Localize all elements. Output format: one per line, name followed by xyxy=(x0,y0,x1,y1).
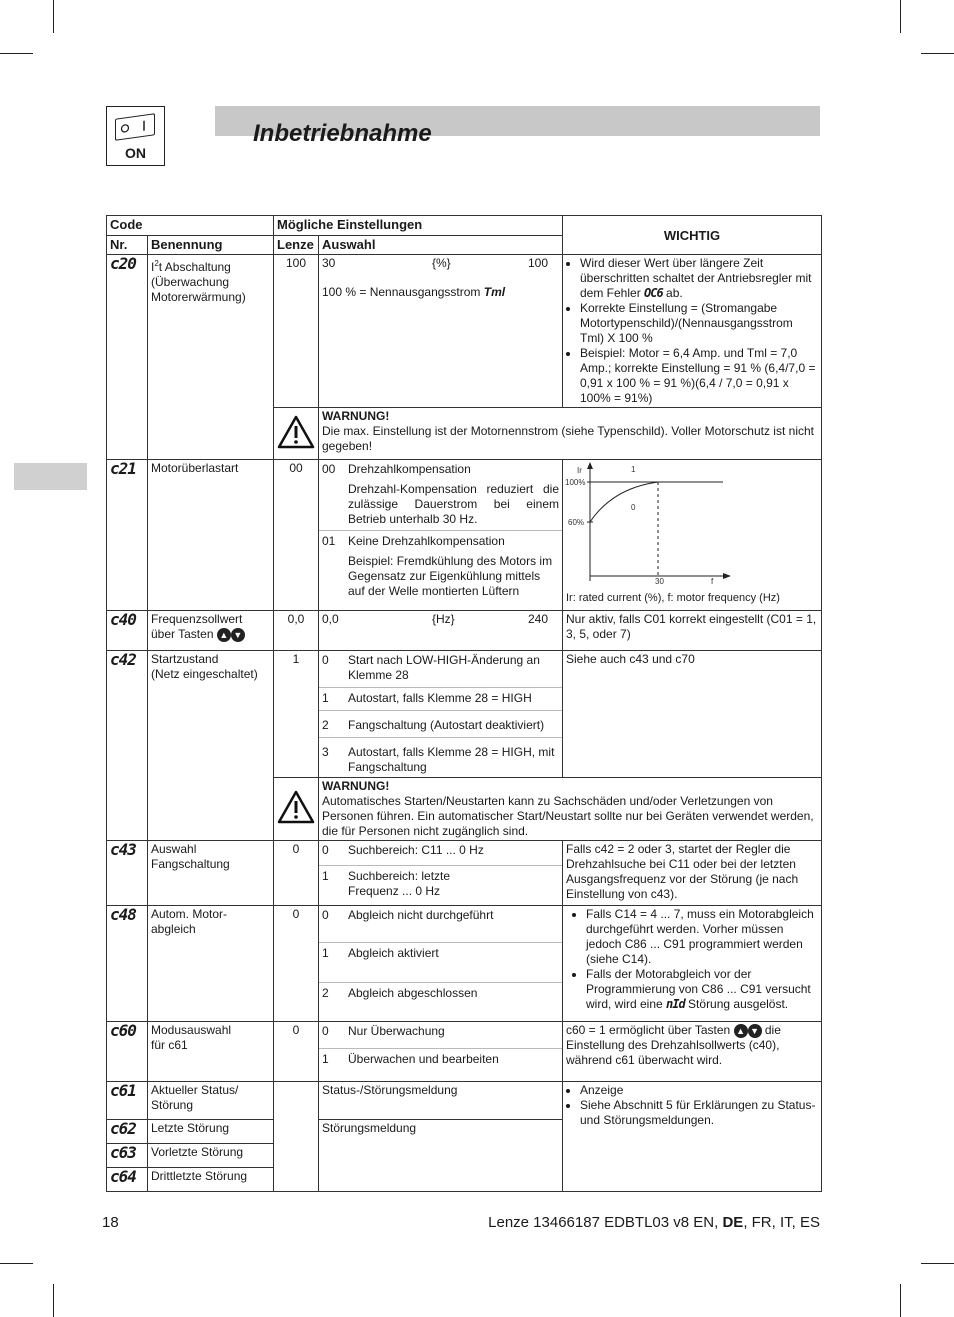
code-c20: c20 xyxy=(107,255,148,460)
crop-mark xyxy=(0,1263,33,1264)
graph-curve1: 1 xyxy=(631,465,636,474)
table-row xyxy=(107,906,822,1022)
wichtig-c20: • Wird dieser Wert über längere Zeit überschritten schaltet der Antriebsregler mit dem Fehler OC6 ab. • Korrekte Einstellung = (Stromangabe Motortypenschild)/(Nennausgangsstrom Tml) X 100 % • Beispiel: Motor = 6,4 Amp. und Tml = 7,0 Amp.; korrekte Einstellung = 91 % (6,4/7,0 = 0,91 x 100 % = 91 %)(6,4 / 7,0 = 0,91 x 100% = 91%) xyxy=(563,255,822,408)
crop-mark xyxy=(53,0,54,33)
table-row xyxy=(107,460,822,611)
name-c40: Frequenzsollwert über Tasten ▲ ▼ xyxy=(148,611,274,651)
name-c43: Auswahl Fangschaltung xyxy=(148,841,274,906)
name-c64: Drittletzte Störung xyxy=(148,1168,274,1192)
lenze-c21: 00 xyxy=(274,460,319,611)
parameter-table xyxy=(106,215,822,1192)
crop-mark xyxy=(900,1284,901,1317)
table-row xyxy=(107,651,822,778)
auswahl-c20: 30 {%} 100 100 % = Nennausgangsstrom Tml xyxy=(319,255,563,408)
crop-mark xyxy=(53,1284,54,1317)
auswahl-c21: 00 Drehzahlkompensation Drehzahl-Kompensation reduziert die zulässige Dauerstrom bei einem Betrieb unterhalb 30 Hz. 01 Keine Drehzahlkompensation Beispiel: Fremdkühlung des Motors im Gegensatz zur Eigenkühlung mittels auf der Welle montierten Lüftern xyxy=(319,460,563,611)
code-c21: c21 xyxy=(107,460,148,611)
derating-graph xyxy=(563,460,821,606)
code-c63: c63 xyxy=(107,1144,148,1168)
wichtig-c48: • Falls C14 = 4 ... 7, muss ein Motorabgleich durchgeführt werden. Vorher müssen jedoch C86 ... C91 programmiert werden (siehe C14). • Falls der Motorabgleich vor der Programmierung von C86 ... C91 versucht wird, wird eine nId Störung ausgelöst. xyxy=(563,906,822,1022)
crop-mark xyxy=(921,53,954,54)
table-row xyxy=(107,255,822,408)
wichtig-c21 xyxy=(563,460,822,611)
name-c20: $I^2t$ Abschaltung (Überwachung Motorerwärmung) xyxy=(148,255,274,460)
code-c42: c42 xyxy=(107,651,148,841)
side-tab-marker xyxy=(14,463,87,490)
code-c40: c40 xyxy=(107,611,148,651)
wichtig-c61-c64: • Anzeige • Siehe Abschnitt 5 für Erklärungen zu Status- und Störungsmeldungen. xyxy=(563,1082,822,1192)
auswahl-c43: 0 Suchbereich: C11 ... 0 Hz 1 Suchbereich: letzte Frequenz ... 0 Hz xyxy=(319,841,563,906)
auswahl-c62-c64: Störungsmeldung xyxy=(319,1120,563,1192)
doc-reference: Lenze 13466187 EDBTL03 v8 EN, DE, FR, IT, ES xyxy=(488,1214,820,1231)
crop-mark xyxy=(900,0,901,33)
table-row xyxy=(107,1082,822,1120)
down-key-icon: ▼ xyxy=(231,628,245,642)
name-c60: Modusauswahl für c61 xyxy=(148,1022,274,1082)
header-code: Code xyxy=(107,216,274,236)
code-c61: c61 xyxy=(107,1082,148,1120)
lenze-c43: 0 xyxy=(274,841,319,906)
wichtig-c43: Falls c42 = 2 oder 3, startet der Regler die Drehzahlsuche bei C11 oder bei der letzten Ausgangsfrequenz vor der Störung (je nach Einstellung von c43). xyxy=(563,841,822,906)
lenze-c40: 0,0 xyxy=(274,611,319,651)
table-row xyxy=(107,841,822,906)
graph-x30: 30 xyxy=(655,577,664,586)
header-benennung: Benennung xyxy=(148,236,274,255)
warning-icon xyxy=(274,778,319,841)
graph-curve0: 0 xyxy=(631,503,636,512)
name-c48: Autom. Motor- abgleich xyxy=(148,906,274,1022)
header-lenze: Lenze xyxy=(274,236,319,255)
page-title: Inbetriebnahme xyxy=(253,120,432,147)
wichtig-c42: Siehe auch c43 und c70 xyxy=(563,651,822,778)
wichtig-c40: Nur aktiv, falls C01 korrekt eingestellt (C01 = 1, 3, 5, oder 7) xyxy=(563,611,822,651)
graph-y60: 60% xyxy=(568,518,585,527)
auswahl-c40: 0,0 {Hz} 240 xyxy=(319,611,563,651)
page-number: 18 xyxy=(102,1214,119,1231)
wichtig-c60: c60 = 1 ermöglicht über Tasten ▲ ▼ die Einstellung des Drehzahlsollwerts (c40), während c61 überwacht wird. xyxy=(563,1022,822,1082)
graph-ylabel: Ir xyxy=(577,466,582,475)
graph-y100: 100% xyxy=(565,478,586,487)
up-key-icon: ▲ xyxy=(217,628,231,642)
lenze-c20: 100 xyxy=(274,255,319,408)
auswahl-c48: 0 Abgleich nicht durchgeführt 1 Abgleich aktiviert 2 Abgleich abgeschlossen xyxy=(319,906,563,1022)
auswahl-c60: 0 Nur Überwachung 1 Überwachen und bearbeiten xyxy=(319,1022,563,1082)
name-c63: Vorletzte Störung xyxy=(148,1144,274,1168)
lenze-c48: 0 xyxy=(274,906,319,1022)
icon-label: ON xyxy=(125,145,146,161)
warning-icon xyxy=(274,408,319,460)
lenze-c61-c64 xyxy=(274,1082,319,1192)
name-c61: Aktueller Status/ Störung xyxy=(148,1082,274,1120)
header-auswahl: Auswahl xyxy=(319,236,563,255)
code-c48: c48 xyxy=(107,906,148,1022)
lenze-c60: 0 xyxy=(274,1022,319,1082)
lenze-c42: 1 xyxy=(274,651,319,778)
crop-mark xyxy=(921,1263,954,1264)
up-key-icon: ▲ xyxy=(734,1024,748,1038)
crop-mark xyxy=(0,53,33,54)
auswahl-c42: 0 Start nach LOW-HIGH-Änderung an Klemme 28 1 Autostart, falls Klemme 28 = HIGH 2 Fangschaltung (Autostart deaktiviert) 3 Autostart, falls Klemme 28 = HIGH, mit Fangschaltung xyxy=(319,651,563,778)
name-c62: Letzte Störung xyxy=(148,1120,274,1144)
code-c60: c60 xyxy=(107,1022,148,1082)
table-row xyxy=(107,611,822,651)
auswahl-c61: Status-/Störungsmeldung xyxy=(319,1082,563,1120)
header-wichtig: WICHTIG xyxy=(563,216,822,255)
warning-c20: WARNUNG! Die max. Einstellung ist der Motornennstrom (siehe Typenschild). Voller Motorschutz ist nicht gegeben! xyxy=(319,408,822,460)
graph-caption: Ir: rated current (%), f: motor frequency (Hz) xyxy=(566,592,780,604)
graph-xf: f xyxy=(711,577,714,586)
power-switch-icon xyxy=(106,106,165,166)
name-c42: Startzustand (Netz eingeschaltet) xyxy=(148,651,274,841)
warning-c42: WARNUNG! Automatisches Starten/Neustarten kann zu Sachschäden und/oder Verletzungen von Personen führen. Ein automatischer Start/Neustart sollte nur bei Geräten verwendet werden, die für Personen nicht zugänglich sind. xyxy=(319,778,822,841)
code-c62: c62 xyxy=(107,1120,148,1144)
header-moegliche: Mögliche Einstellungen xyxy=(274,216,563,236)
header-nr: Nr. xyxy=(107,236,148,255)
name-c21: Motorüberlastart xyxy=(148,460,274,611)
down-key-icon: ▼ xyxy=(748,1024,762,1038)
code-c43: c43 xyxy=(107,841,148,906)
code-c64: c64 xyxy=(107,1168,148,1192)
table-row xyxy=(107,1022,822,1082)
